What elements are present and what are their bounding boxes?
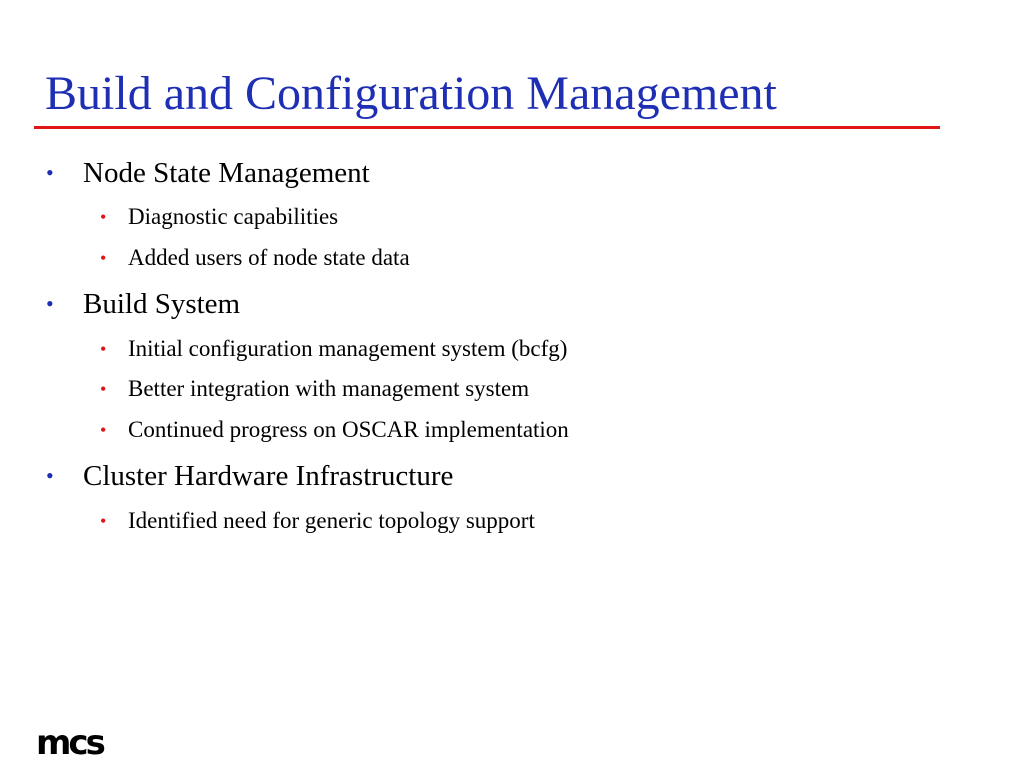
sub-bullet-label: Identified need for generic topology support: [128, 508, 535, 533]
bullet-build-system: [46, 287, 241, 321]
sub-bullet-label: Added users of node state data: [128, 245, 410, 270]
sub-bullet-point-icon: •: [100, 207, 107, 227]
bullet-point-icon: •: [46, 291, 54, 316]
sub-bullet-better-integration: [100, 375, 530, 403]
bullet-point-icon: •: [46, 160, 54, 185]
sub-bullet-point-icon: •: [100, 420, 107, 440]
bullet-label: Cluster Hardware Infrastructure: [83, 460, 454, 492]
bullet-point-icon: •: [46, 463, 54, 488]
bullet-cluster-hardware-infrastructure: [46, 459, 454, 493]
sub-bullet-identified-need: [100, 507, 535, 535]
sub-bullet-point-icon: •: [100, 379, 107, 399]
bullet-node-state-management: [46, 156, 370, 190]
bullet-label: Node State Management: [83, 157, 370, 189]
sub-bullet-point-icon: •: [100, 339, 107, 359]
sub-bullet-label: Diagnostic capabilities: [128, 204, 339, 229]
sub-bullet-label: Better integration with management system: [128, 376, 530, 401]
sub-bullet-diagnostic-capabilities: [100, 203, 339, 231]
mcs-logo: [36, 723, 132, 761]
sub-bullet-point-icon: •: [100, 248, 107, 268]
sub-bullet-added-users: [100, 244, 410, 272]
bullet-label: Build System: [83, 288, 241, 320]
mcs-logo-text: mcs: [36, 723, 103, 761]
slide-title: Build and Configuration Management: [45, 67, 777, 120]
sub-bullet-initial-configuration: [100, 335, 568, 363]
sub-bullet-label: Continued progress on OSCAR implementation: [128, 417, 569, 442]
title-underline: [34, 126, 940, 129]
sub-bullet-point-icon: •: [100, 511, 107, 531]
sub-bullet-continued-progress: [100, 416, 569, 444]
sub-bullet-label: Initial configuration management system (bcfg): [128, 336, 568, 361]
